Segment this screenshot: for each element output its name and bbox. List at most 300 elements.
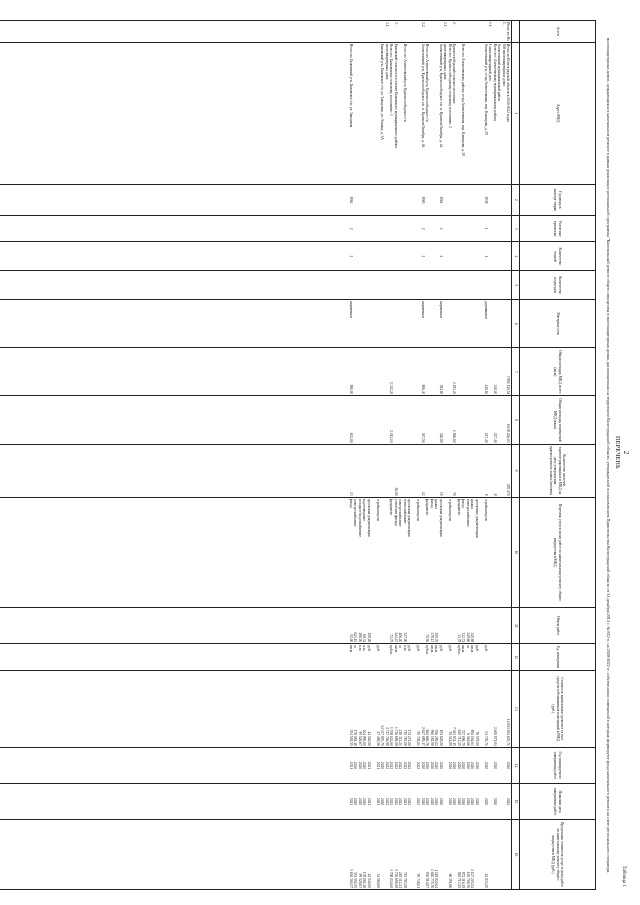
cell-line xyxy=(353,22,358,41)
cell-line xyxy=(358,44,363,183)
cell-line xyxy=(497,609,502,642)
cell-line: руб. xyxy=(376,645,380,652)
cell-line xyxy=(367,301,372,346)
cell-line: 2020 xyxy=(484,797,488,806)
cell-line xyxy=(403,397,408,442)
cell-line: кв.м. xyxy=(434,645,439,653)
cell-line xyxy=(470,22,475,41)
cell-line xyxy=(497,243,502,269)
cell-line: 884 164,63 xyxy=(470,729,475,746)
cell-line: 2020 xyxy=(493,761,497,769)
cell-line: 1.1. xyxy=(488,22,493,28)
cell-line xyxy=(349,22,354,41)
cell-line xyxy=(488,609,493,642)
cell-line: 2022 xyxy=(394,761,398,769)
cell-line: 345,68 xyxy=(470,632,475,643)
index-cell: 8 xyxy=(512,396,520,444)
cell-line: 2020 xyxy=(461,797,466,806)
col-number xyxy=(0,21,512,43)
cell-line: м xyxy=(353,645,358,648)
cell-line xyxy=(430,446,435,496)
cell-line: 12 xyxy=(421,491,425,496)
col-planned-date xyxy=(0,783,512,819)
index-cell: 3 xyxy=(512,215,520,241)
cell-line xyxy=(398,186,403,214)
cell-line xyxy=(362,446,367,496)
cell-line: проектная документация xyxy=(407,498,412,537)
cell-line: 99 526,67 xyxy=(358,731,362,746)
cell-line xyxy=(457,301,462,346)
cell-line xyxy=(488,749,493,782)
cell-line xyxy=(506,609,511,642)
cell-line xyxy=(425,397,430,442)
cell-line: 1938 xyxy=(484,196,488,204)
cell-line xyxy=(506,499,511,607)
cell-line xyxy=(443,749,448,782)
cell-line xyxy=(506,645,511,668)
cell-line xyxy=(367,22,372,41)
cell-line: 95 738,01 xyxy=(416,731,421,746)
cell-line: 285 470 xyxy=(506,483,511,496)
cell-line xyxy=(412,217,417,240)
cell-line xyxy=(434,243,439,269)
cell-line xyxy=(367,186,372,214)
cell-line: куб.м. xyxy=(425,645,430,655)
cell-line xyxy=(416,243,421,269)
cell-line: 2020 xyxy=(448,761,452,769)
cell-line: Итого по Волгоградской области в 2020-2022 годах xyxy=(506,43,511,123)
index-cell: 16 xyxy=(512,820,520,890)
cell-line xyxy=(407,22,412,41)
cell-line xyxy=(506,821,511,888)
cell-line: 180,00 xyxy=(358,632,362,643)
cell-line xyxy=(376,217,381,240)
cell-line xyxy=(353,217,358,240)
cell-line xyxy=(416,609,421,642)
cell-line xyxy=(403,217,408,240)
cell-line xyxy=(457,272,462,298)
header-cell: Адрес МКД xyxy=(520,42,596,184)
cell-line xyxy=(497,749,502,782)
cell-line: 6 561,66 xyxy=(466,733,470,746)
cell-line: 2020 xyxy=(358,761,362,769)
cell-line xyxy=(367,349,372,394)
cell-line: 1 708 024,60 xyxy=(389,726,394,746)
cell-line: 2 312,20 xyxy=(389,381,394,395)
cell-line: 1962 xyxy=(349,196,353,204)
cell-line: м xyxy=(398,645,403,648)
cell-line: 92,00 xyxy=(349,634,353,643)
cell-line: 8 xyxy=(484,493,488,496)
cell-line: 2021 xyxy=(367,797,371,806)
cell-line xyxy=(380,499,385,607)
header-cell: Год планируемого завершения работ xyxy=(520,747,596,783)
cell-line xyxy=(362,22,367,41)
cell-line xyxy=(376,22,381,41)
cell-line: 2020 xyxy=(466,761,470,769)
cell-line xyxy=(475,186,480,214)
document-title: ПЕРЕЧЕНЬ xyxy=(614,436,620,469)
cell-line: 204 890,00 xyxy=(362,729,367,746)
cell-line: 1 736 696,58 xyxy=(394,726,398,746)
cell-line xyxy=(497,301,502,346)
cell-line: 936 295,02 xyxy=(434,729,439,746)
cell-line xyxy=(425,22,430,41)
cell-line: 359,70 xyxy=(434,632,439,643)
col-address xyxy=(0,42,512,184)
cell-line xyxy=(380,186,385,214)
cell-line xyxy=(407,44,412,183)
cell-line: 172 272,00 xyxy=(407,729,412,746)
cell-line: руб. xyxy=(484,645,488,652)
cell-line xyxy=(407,272,412,298)
cell-line: 960 182,98 xyxy=(430,729,434,746)
cell-line xyxy=(403,446,408,496)
cell-line: 2020 xyxy=(461,761,466,769)
cell-line xyxy=(466,397,471,442)
col-unit xyxy=(0,644,512,670)
cell-line xyxy=(362,272,367,298)
cell-line xyxy=(412,785,417,818)
cell-line xyxy=(443,609,448,642)
cell-line: деревянные xyxy=(484,301,488,320)
cell-line xyxy=(479,609,484,642)
cell-line: электроснабжение xyxy=(466,498,470,527)
cell-line: 62 833,25 xyxy=(484,873,488,888)
cell-line: 1 040 775,76 xyxy=(430,869,434,888)
index-cell: 5 xyxy=(512,271,520,300)
cell-line xyxy=(380,821,385,888)
cell-line xyxy=(502,749,507,782)
cell-line: куб.м. xyxy=(389,645,394,655)
cell-line: 218 312,21 xyxy=(398,871,403,888)
cell-line xyxy=(353,243,358,269)
cell-line xyxy=(479,243,484,269)
cell-line xyxy=(475,301,480,346)
cell-line xyxy=(412,44,417,183)
cell-line xyxy=(506,243,511,269)
cell-line: фасад xyxy=(349,498,353,508)
cell-line: многоквартирных дома xyxy=(385,43,389,80)
cell-line: 12 693 584 625,71 xyxy=(506,718,511,746)
cell-line xyxy=(466,272,471,298)
cell-line: Алексеевский муниципальный район xyxy=(497,43,502,101)
cell-line: 2020 xyxy=(430,797,434,806)
cell-line xyxy=(466,217,471,240)
cell-line xyxy=(448,609,453,642)
cell-line: 240,00 xyxy=(493,384,497,395)
cell-line: 384,80 xyxy=(439,384,443,395)
cell-line xyxy=(443,397,448,442)
cell-line: 2 465 871,04 xyxy=(493,726,497,746)
cell-line xyxy=(376,397,381,442)
cell-line: 2020 xyxy=(470,761,475,769)
cell-line xyxy=(493,272,498,298)
cell-line: 930 910,87 xyxy=(425,871,430,888)
cell-line: кв.м. xyxy=(430,645,434,653)
cell-line xyxy=(425,301,430,346)
cell-line xyxy=(475,217,480,240)
cell-line xyxy=(479,186,484,214)
cell-line: 351 592,55 xyxy=(349,729,353,746)
cell-line xyxy=(389,22,394,41)
cell-line xyxy=(457,446,462,496)
cell-line xyxy=(380,301,385,346)
cell-line xyxy=(385,217,390,240)
cell-line: 715 783,58 xyxy=(403,871,407,888)
cell-line xyxy=(403,186,408,214)
cell-line xyxy=(493,217,498,240)
cell-line: 2020 xyxy=(434,761,439,769)
cell-line xyxy=(475,446,480,496)
cell-line xyxy=(448,186,453,214)
cell-line xyxy=(407,301,412,346)
cell-line xyxy=(353,186,358,214)
cell-line: крыша xyxy=(434,498,439,509)
cell-line: п.м. xyxy=(403,645,407,652)
cell-line: 980,80 xyxy=(349,384,353,395)
cell-line xyxy=(488,821,493,888)
cell-line xyxy=(412,301,417,346)
cell-line: крыша xyxy=(470,498,475,509)
cell-line xyxy=(443,186,448,214)
cell-line xyxy=(421,272,426,298)
header-cell: Объем работ xyxy=(520,608,596,644)
cell-line xyxy=(380,349,385,394)
cell-line: 1 846,60 xyxy=(452,430,457,443)
cell-line xyxy=(452,217,457,240)
cell-line xyxy=(389,217,394,240)
cell-line: 2 293,20 xyxy=(452,381,457,395)
table-body-row xyxy=(0,21,512,890)
header-cell: Год ввода в эксплуа-тацию xyxy=(520,184,596,215)
cell-line xyxy=(394,349,399,394)
cell-line xyxy=(448,446,453,496)
col-signs xyxy=(0,215,512,241)
cell-line xyxy=(457,217,462,240)
cell-line: 2020 xyxy=(475,761,479,769)
cell-line: Итого по: Алексеевский р-н, Краснослободское с/п xyxy=(425,43,430,122)
cell-line xyxy=(412,22,417,41)
cell-line xyxy=(466,349,471,394)
cell-line: 51 735,71 xyxy=(484,731,488,746)
cell-line: 2020 xyxy=(466,797,470,806)
cell-line: холодное водоснабжение xyxy=(358,498,362,537)
cell-line xyxy=(493,499,498,607)
cell-line xyxy=(457,22,462,41)
cell-line xyxy=(371,301,376,346)
index-cell: 13 xyxy=(512,670,520,747)
cell-line xyxy=(461,349,466,394)
cell-line: 727 096,79 xyxy=(461,729,466,746)
cell-line xyxy=(380,272,385,298)
cell-line: 2020 xyxy=(439,761,443,769)
cell-line xyxy=(398,22,403,41)
cell-line: 1965 xyxy=(421,196,425,204)
cell-line: 2021 xyxy=(376,761,380,769)
cell-line xyxy=(398,397,403,442)
cell-line xyxy=(479,749,484,782)
cell-line: 351 592,55 xyxy=(353,871,358,888)
cell-line: 2021 xyxy=(349,761,353,769)
table-header-row xyxy=(520,21,596,890)
cell-line: фундамент xyxy=(457,498,461,516)
cell-line xyxy=(470,186,475,214)
cell-line xyxy=(403,243,408,269)
cell-line: кирпичные xyxy=(439,301,443,319)
cell-line: 1 xyxy=(484,227,488,230)
cell-line xyxy=(403,349,408,394)
cell-line: 181 628,00 xyxy=(439,729,443,746)
cell-line: 8 xyxy=(493,493,497,496)
cell-line: 1 xyxy=(484,255,488,258)
cell-line xyxy=(466,446,471,496)
cell-line xyxy=(443,349,448,394)
cell-line xyxy=(412,272,417,298)
cell-line xyxy=(493,243,498,269)
header-cell: Общая площадь МКД, всего (кв.м) xyxy=(520,348,596,396)
cell-line xyxy=(367,397,372,442)
cell-line: 2 012,10 xyxy=(389,430,394,443)
cell-line: утепление фасада xyxy=(394,498,398,526)
cell-line xyxy=(416,272,421,298)
cell-line xyxy=(358,243,363,269)
cell-line xyxy=(398,301,403,346)
cell-line xyxy=(475,243,480,269)
cell-line xyxy=(497,22,502,41)
cell-line: 14 337 893,75 xyxy=(380,725,385,746)
cell-line: кв.м. xyxy=(461,645,466,653)
cell-line: 1 118 820,04 xyxy=(434,869,439,888)
cell-line xyxy=(403,22,408,41)
cell-line xyxy=(380,446,385,496)
cell-line: Всего по: Быковскому сельскому поселению: 3 xyxy=(389,43,394,116)
cell-line: 240,60 xyxy=(484,384,488,395)
cell-line xyxy=(470,272,475,298)
cell-line: 2. xyxy=(452,22,457,25)
cell-line xyxy=(430,349,435,394)
cell-line xyxy=(407,186,412,214)
cell-line: 621,10 xyxy=(353,632,358,643)
cell-line xyxy=(506,22,511,41)
cell-line: кирпичные xyxy=(421,301,425,319)
cell-line: 2022 xyxy=(416,797,421,806)
cell-line: 2 xyxy=(439,227,443,230)
cell-line xyxy=(448,217,453,240)
cell-line: 7 882 120,54 xyxy=(506,375,511,395)
cell-line xyxy=(457,349,462,394)
cell-line xyxy=(439,272,444,298)
cell-line xyxy=(407,243,412,269)
cell-line: 178 082,18 xyxy=(353,729,358,746)
cell-line xyxy=(385,186,390,214)
cell-line xyxy=(358,22,363,41)
cell-line: 327,00 xyxy=(403,632,407,643)
cell-line: 2020 xyxy=(358,797,362,806)
cell-line: 2 627 085,17 xyxy=(421,726,425,746)
cell-line: 2020 xyxy=(448,797,452,806)
cell-line xyxy=(398,446,403,496)
cell-line xyxy=(371,609,376,642)
cell-line: Итого по: Алексеевский р-н, Краснослободское с/п xyxy=(403,43,407,122)
cell-line xyxy=(412,446,417,496)
cell-line: электроснабжение xyxy=(353,498,358,527)
col-floors xyxy=(0,242,512,271)
cell-line xyxy=(430,243,435,269)
cell-line xyxy=(479,785,484,818)
cell-line: Алексеевский р-н, ст-ца Алексеевская, пер. Клинцова, д. 29 xyxy=(484,43,488,135)
cell-line xyxy=(389,243,394,269)
cell-line xyxy=(389,301,394,346)
cell-line xyxy=(488,186,493,214)
cell-line xyxy=(371,272,376,298)
cell-line xyxy=(461,243,466,269)
cell-line: 2022 xyxy=(389,761,394,769)
cell-line: Алексеевский р-н, Краснослободское с/п, п. Краснов Октябрь, д. 44 xyxy=(439,43,443,148)
cell-line xyxy=(416,446,421,496)
cell-line: 31,78 xyxy=(457,634,461,643)
cell-line xyxy=(425,217,430,240)
cell-line: 307,50 xyxy=(421,432,425,443)
cell-line: 55 524,89 xyxy=(448,731,452,746)
cell-line xyxy=(470,349,475,394)
header-cell: № п/п xyxy=(520,21,596,43)
cell-line xyxy=(466,22,471,41)
document-subtitle: многоквартирных домов, нуждающихся в капитальном ремонте в рамках реализации региональной программы "Капитальный ремонт общего имущества в многоквартирных домах, расположенных на территории Волгоградской области, утвержденной постановлением Правительства Волгоградской области от 31 декабря 2013 г. № 812-п, на 2020-2022 гг. собственники помещений в которых формируют фонд капитального ремонта на счете регионального оператора xyxy=(606,37,611,873)
cell-line xyxy=(488,243,493,269)
cell-line: 2.1. xyxy=(443,22,448,28)
cell-line: 2022 xyxy=(403,797,407,806)
cell-line: 120 700,76 xyxy=(466,871,470,888)
cell-line xyxy=(443,243,448,269)
cell-line xyxy=(448,243,453,269)
cell-line xyxy=(506,301,511,346)
cell-line xyxy=(371,349,376,394)
cell-line: 15 xyxy=(439,491,443,496)
cell-line: 2020 xyxy=(421,797,425,806)
cell-line: 66 291,66 xyxy=(448,873,452,888)
cell-line xyxy=(371,446,376,496)
cell-line: фундамент xyxy=(389,498,394,516)
cell-line xyxy=(403,272,408,298)
cell-line: 406,40 xyxy=(398,632,403,643)
cell-line xyxy=(430,217,435,240)
cell-line xyxy=(439,821,444,888)
cell-line: Быковский сельское поселение Быковского муниципального района xyxy=(394,43,398,148)
cell-line xyxy=(452,243,457,269)
cell-line: 2022 xyxy=(385,797,389,806)
cell-line: 218 312,21 xyxy=(398,729,403,746)
cell-line: 3.1. xyxy=(385,22,389,28)
cell-line: 2 xyxy=(349,255,353,258)
cell-line xyxy=(371,785,376,818)
cell-line: 2022 xyxy=(394,797,398,806)
cell-line xyxy=(461,217,466,240)
cell-line: 99 526,67 xyxy=(358,873,362,888)
cell-line: 2022 xyxy=(385,761,389,769)
cell-line xyxy=(412,749,417,782)
cell-line xyxy=(434,446,439,496)
cell-line: 2 xyxy=(421,255,425,258)
header-cell: Предельная стоимость услуг и (или) работ по капитальному ремонту общего имущества в МКД (руб.) xyxy=(520,820,596,890)
index-cell: 7 xyxy=(512,348,520,396)
cell-line xyxy=(461,397,466,442)
cell-line: п.м. xyxy=(358,645,362,652)
cell-line: 2020 xyxy=(362,797,367,806)
cell-line xyxy=(488,645,493,668)
cell-line: 2020 xyxy=(430,761,434,769)
cell-line xyxy=(479,446,484,496)
